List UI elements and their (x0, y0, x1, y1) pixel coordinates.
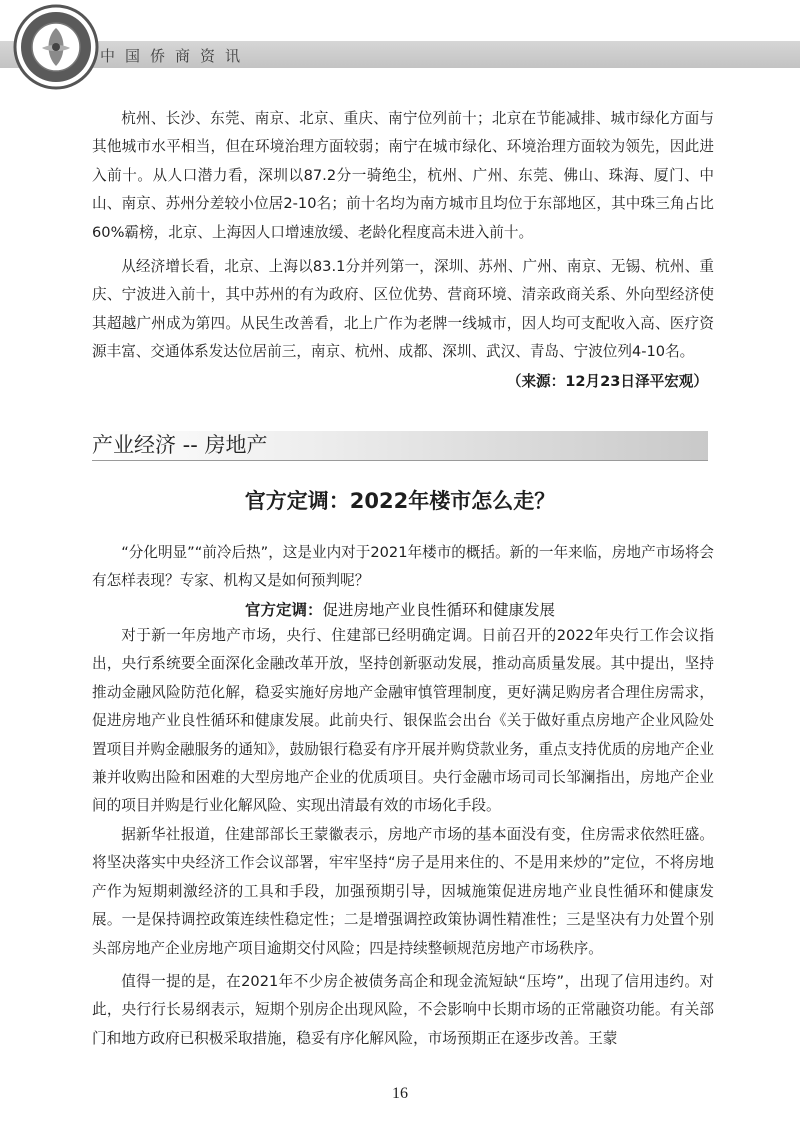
article-subheading (0, 596, 800, 624)
article-paragraph-2: 据新华社报道，住建部部长王蒙徽表示，房地产市场的基本面没有变，住房需求依然旺盛。将坚决落实中央经济工作会议部署，牢牢坚持“房子是用来住的、不是用来炒的”定位，不将房地产作为短期刺激经济的工具和手段，加强预期引导，因城施策促进房地产业良性循环和健康发展。一是保持调控政策连续性稳定性；二是增强调控政策协调性精准性；三是坚决有力处置个别头部房地产企业房地产项目逾期交付风险；四是持续整顿规范房地产市场秩序。 (92, 826, 714, 957)
page-number: 16 (392, 1085, 408, 1102)
article-title: 官方定调：2022年楼市怎么走？ (244, 489, 556, 513)
intro-paragraph-1: 杭州、长沙、东莞、南京、北京、重庆、南宁位列前十；北京在节能减排、城市绿化方面与其他城市水平相当，但在环境治理方面较弱；南宁在城市绿化、环境治理方面较为领先，因此进入前十。从人口潜力看，深圳以87.2分一骑绝尘，杭州、广州、东莞、佛山、珠海、厦门、中山、南京、苏州分差较小位居2-10名；前十名均为南方城市且均位于东部地区，其中珠三角占比60%霸榜，北京、上海因人口增速放缓、老龄化程度高未进入前十。 (92, 110, 714, 241)
publication-title: 中国侨商资讯 (100, 47, 251, 65)
section-bar (92, 431, 708, 461)
section-label: 产业经济 -- 房地产 (92, 433, 268, 457)
source-note: （来源：12月23日泽平宏观） (506, 373, 708, 390)
logo (13, 4, 99, 90)
article-paragraph-1: 对于新一年房地产市场，央行、住建部已经明确定调。日前召开的2022年央行工作会议指出，央行系统要全面深化金融改革开放，坚持创新驱动发展，推动高质量发展。其中提出，坚持推动金融风险防范化解，稳妥实施好房地产金融审慎管理制度，更好满足购房者合理住房需求，促进房地产业良性循环和健康发展。此前央行、银保监会出台《关于做好重点房地产企业风险处置项目并购金融服务的通知》，鼓励银行稳妥有序开展并购贷款业务，重点支持优质的房地产企业兼并收购出险和困难的大型房地产企业的优质项目。央行金融市场司司长邹澜指出，房地产企业间的项目并购是行业化解风险、实现出清最有效的市场化手段。 (92, 627, 714, 815)
subheading-bold: 官方定调： (244, 601, 323, 619)
article-paragraph-3: 值得一提的是，在2021年不少房企被债务高企和现金流短缺“压垮”，出现了信用违约。对此，央行行长易纲表示，短期个别房企出现风险，不会影响中长期市场的正常融资功能。有关部门和地方政府已积极采取措施，稳妥有序化解风险，市场预期正在逐步改善。王蒙 (92, 973, 714, 1047)
subheading-text: 促进房地产业良性循环和健康发展 (322, 601, 556, 619)
intro-paragraph-2: 从经济增长看，北京、上海以83.1分并列第一，深圳、苏州、广州、南京、无锡、杭州、重庆、宁波进入前十，其中苏州的有为政府、区位优势、营商环境、清亲政商关系、外向型经济使其超越广州成为第四。从民生改善看，北上广作为老牌一线城市，因人均可支配收入高、医疗资源丰富、交通体系发达位居前三，南京、杭州、成都、深圳、武汉、青岛、宁波位列4-10名。 (92, 258, 714, 361)
article-lead: “分化明显”“前冷后热”，这是业内对于2021年楼市的概括。新的一年来临，房地产市场将会有怎样表现？专家、机构又是如何预判呢？ (92, 544, 714, 590)
